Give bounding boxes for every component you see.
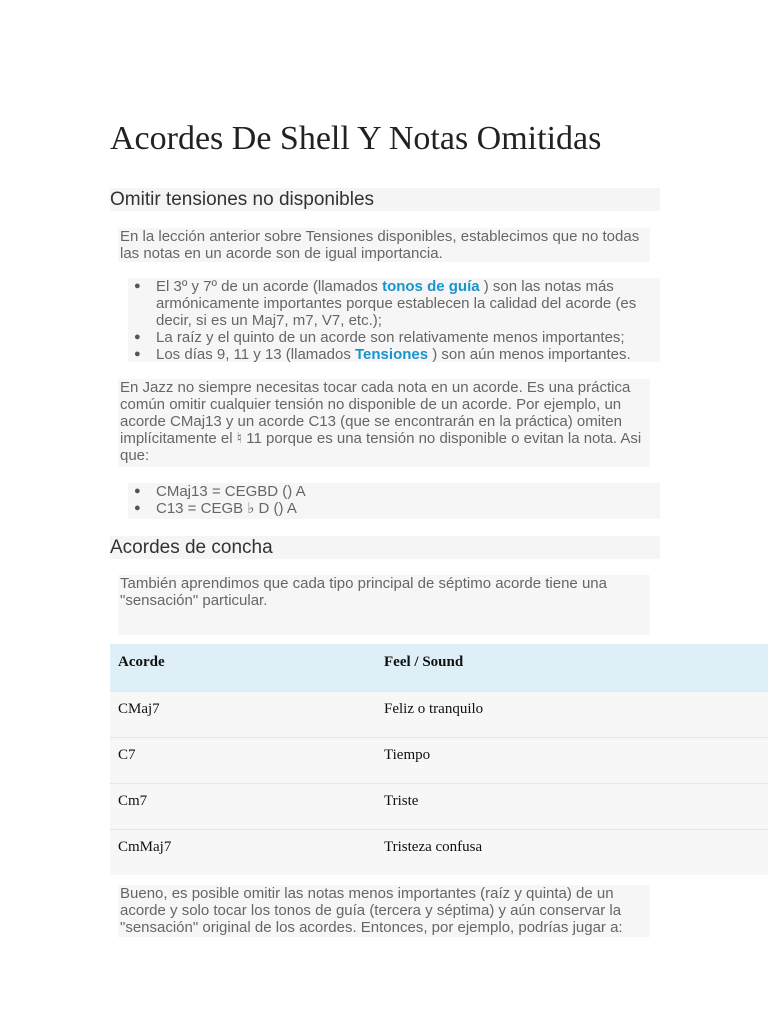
examples-list-box xyxy=(128,483,660,519)
list-item: ● CMaj13 = CEGBD () A xyxy=(134,483,306,500)
list-item: ● El 3º y 7º de un acorde (llamados tonos de guía ) son las notas más armónicamente importantes porque establecen la calidad del acorde (es decir, si es un Maj7, m7, V7, etc.); xyxy=(134,278,637,329)
bullet-icon: ● xyxy=(134,502,141,514)
intro-paragraph-box xyxy=(118,228,650,262)
table-row xyxy=(110,829,768,875)
table-cell: Cm7 xyxy=(110,783,376,829)
table-cell: C7 xyxy=(110,737,376,783)
bullet-icon: ● xyxy=(134,485,141,497)
table-cell: CmMaj7 xyxy=(110,829,376,875)
jazz-paragraph-box xyxy=(118,379,650,467)
link-tonos-de-guia[interactable]: tonos de guía xyxy=(382,278,480,295)
section-heading-concha: Acordes de concha xyxy=(110,536,660,559)
bullet-icon: ● xyxy=(134,331,141,343)
closing-paragraph: Bueno, es posible omitir las notas menos importantes (raíz y quinta) de un acorde y solo tocar los tonos de guía (tercera y séptima) y aún conservar la "sensación" original de los acordes. Entonces, por ejemplo, podrías jugar a: xyxy=(120,885,623,936)
list-item: ● C13 = CEGB ♭ D () A xyxy=(134,500,297,517)
table-cell: Tristeza confusa xyxy=(376,829,768,875)
table-row xyxy=(110,691,768,737)
concha-intro: También aprendimos que cada tipo principal de séptimo acorde tiene una "sensación" particular. xyxy=(120,575,607,609)
examples-list xyxy=(128,483,660,517)
list-item: ● Los días 9, 11 y 13 (llamados Tensiones ) son aún menos importantes. xyxy=(134,346,631,363)
table-cell: Tiempo xyxy=(376,737,768,783)
chord-feel-table xyxy=(110,644,768,875)
link-tensiones[interactable]: Tensiones xyxy=(355,346,429,363)
bullet-icon: ● xyxy=(134,348,141,360)
section-heading-omitir: Omitir tensiones no disponibles xyxy=(110,188,660,211)
bullet-icon: ● xyxy=(134,280,141,292)
table-row xyxy=(110,737,768,783)
table-cell: Triste xyxy=(376,783,768,829)
table-cell: CMaj7 xyxy=(110,691,376,737)
intro-paragraph: En la lección anterior sobre Tensiones disponibles, establecimos que no todas las notas en un acorde son de igual importancia. xyxy=(120,228,640,262)
table-header: Feel / Sound xyxy=(376,644,768,691)
table-header-row xyxy=(110,644,768,691)
table-row xyxy=(110,783,768,829)
importance-list xyxy=(128,278,660,363)
jazz-paragraph: En Jazz no siempre necesitas tocar cada nota en un acorde. Es una práctica común omitir cualquier tensión no disponible de un acorde. Por ejemplo, un acorde CMaj13 y un acorde C13 (que se encontrarán en la práctica) omiten implícitamente el ♮ 11 porque es una tensión no disponible o evitan la nota. Asi que: xyxy=(120,379,642,464)
list-item: ● La raíz y el quinto de un acorde son relativamente menos importantes; xyxy=(134,329,625,346)
table-cell: Feliz o tranquilo xyxy=(376,691,768,737)
concha-intro-box xyxy=(118,575,650,635)
closing-paragraph-box xyxy=(118,885,650,937)
importance-list-box xyxy=(128,278,660,362)
table-header: Acorde xyxy=(110,644,376,691)
page-title: Acordes De Shell Y Notas Omitidas xyxy=(110,120,602,157)
